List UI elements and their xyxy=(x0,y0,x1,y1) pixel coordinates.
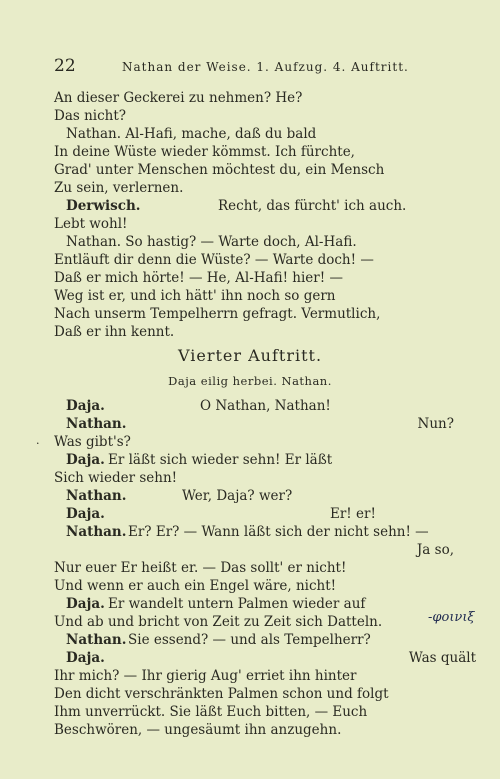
text-line: Weg ist er, und ich hätt' ihn noch so gern xyxy=(54,288,336,304)
speaker-label: Derwisch. xyxy=(66,198,141,214)
dialogue-text: Was gibt's? xyxy=(54,434,131,450)
scene-title: Vierter Auftritt. xyxy=(177,346,323,365)
text-line: Entläuft dir denn die Wüste? — Warte doch! — xyxy=(54,252,374,268)
dialogue-text: Und wenn er auch ein Engel wäre, nicht! xyxy=(54,578,337,594)
speaker-label: Nathan. xyxy=(66,488,127,504)
dialogue-text: Wer, Daja? wer? xyxy=(182,488,293,504)
dialogue-text: Sie essend? — und als Tempelherr? xyxy=(128,632,371,648)
speaker-label: Nathan. xyxy=(66,524,127,540)
text-line: Recht, das fürcht' ich auch. xyxy=(218,198,407,214)
speaker-label: Daja. xyxy=(66,398,105,414)
handwritten-annotation: -φοινιξ xyxy=(428,610,475,625)
text-line: An dieser Geckerei zu nehmen? He? xyxy=(54,90,303,106)
speaker-label: Daja. xyxy=(66,452,105,468)
text-line: Lebt wohl! xyxy=(54,216,128,232)
speaker-label: Daja. xyxy=(66,596,105,612)
text-line: In deine Wüste wieder kömmst. Ich fürchte, xyxy=(54,144,355,160)
text-line: Daß er mich hörte! — He, Al-Hafi! hier! — xyxy=(54,270,343,286)
text-line: Daß er ihn kennt. xyxy=(54,324,175,340)
dialogue-text: O Nathan, Nathan! xyxy=(200,398,331,414)
dialogue-text: Ja so, xyxy=(416,542,454,558)
text-line: Nathan. So hastig? — Warte doch, Al-Hafi. xyxy=(66,234,357,250)
dialogue-text: Ihr mich? — Ihr gierig Aug' erriet ihn hinter xyxy=(54,668,357,684)
dialogue-text: Er wandelt untern Palmen wieder auf xyxy=(108,596,366,612)
dialogue-text: Er läßt sich wieder sehn! Er läßt xyxy=(108,452,333,468)
speaker-label: Nathan. xyxy=(66,416,127,432)
speaker-label: Daja. xyxy=(66,650,105,666)
dialogue-text: Und ab und bricht von Zeit zu Zeit sich Datteln. xyxy=(54,614,383,630)
dialogue-text: Nur euer Er heißt er. — Das sollt' er nicht! xyxy=(54,560,347,576)
text-line: Das nicht? xyxy=(54,108,127,124)
text-line: Grad' unter Menschen möchtest du, ein Mensch xyxy=(54,162,385,178)
running-head: Nathan der Weise. 1. Aufzug. 4. Auftritt. xyxy=(122,60,409,74)
text-line: Zu sein, verlernen. xyxy=(54,180,184,196)
dialogue-text: Was quält xyxy=(408,650,476,666)
dialogue-text: Beschwören, — ungesäumt ihn anzugehn. xyxy=(54,722,342,738)
speaker-label: Nathan. xyxy=(66,632,127,648)
page-number: 22 xyxy=(54,56,76,76)
dialogue-text: Ihm unverrückt. Sie läßt Euch bitten, — Euch xyxy=(54,704,368,720)
text-line: Nathan. Al-Hafi, mache, daß du bald xyxy=(66,126,317,142)
dialogue-text: Er! er! xyxy=(330,506,376,522)
dialogue-text: Den dicht verschränkten Palmen schon und folgt xyxy=(54,686,389,702)
dialogue-text: Nun? xyxy=(417,416,454,432)
dialogue-text: Er? Er? — Wann läßt sich der nicht sehn! — xyxy=(128,524,429,540)
speaker-label: Daja. xyxy=(66,506,105,522)
margin-mark: . xyxy=(36,434,40,447)
dialogue-text: Sich wieder sehn! xyxy=(54,470,178,486)
stage-direction: Daja eilig herbei. Nathan. xyxy=(168,374,332,388)
text-line: Nach unserm Tempelherrn gefragt. Vermutlich, xyxy=(54,306,381,322)
